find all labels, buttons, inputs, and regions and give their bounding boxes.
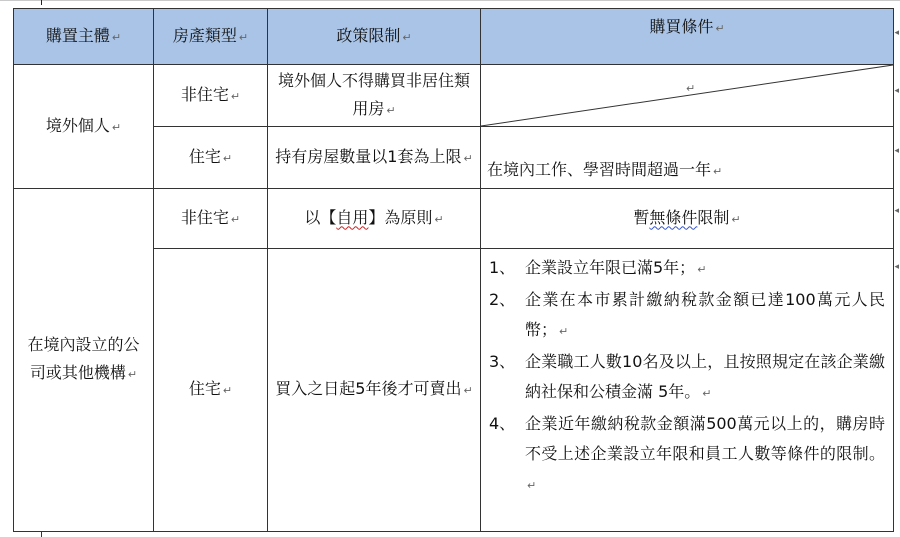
list-item: 2、 企業在本市累計繳納稅款金額已達100萬元人民幣； ↵ bbox=[489, 290, 885, 339]
page-corner-mark bbox=[41, 531, 42, 537]
header-conditions: 購買條件 ↵ bbox=[481, 9, 894, 65]
requirements-cell bbox=[481, 249, 894, 532]
requirements-list bbox=[489, 253, 885, 501]
condition-cell: 暫無條件限制 ↵ bbox=[481, 189, 894, 249]
header-policy: 政策限制 ↵ bbox=[268, 9, 481, 65]
header-property-type: 房產類型 ↵ bbox=[154, 9, 268, 65]
type-cell: 住宅 ↵ bbox=[154, 249, 268, 532]
subject-cell: 境外個人 ↵ bbox=[14, 65, 154, 189]
type-cell: 住宅 ↵ bbox=[154, 127, 268, 189]
property-purchase-policy-table bbox=[13, 8, 894, 532]
page-top-rule bbox=[0, 0, 900, 1]
row-end-marker: ◂ bbox=[894, 86, 899, 96]
row-end-marker: ◂ bbox=[894, 146, 899, 156]
policy-cell: 持有房屋數量以1套為上限 ↵ bbox=[268, 127, 481, 189]
header-row bbox=[14, 9, 894, 65]
row-end-marker: ◂ bbox=[894, 28, 899, 38]
type-cell: 非住宅 ↵ bbox=[154, 65, 268, 127]
row-end-marker: ◂ bbox=[894, 262, 899, 272]
table-row bbox=[14, 189, 894, 249]
table-row bbox=[14, 65, 894, 127]
paragraph-mark: ↵ bbox=[686, 82, 696, 95]
list-item: 1、 企業設立年限已滿5年； ↵ bbox=[489, 258, 707, 277]
policy-cell: 境外個人不得購買非居住類用房 ↵ bbox=[268, 65, 481, 127]
header-subject: 購置主體 ↵ bbox=[14, 9, 154, 65]
subject-cell: 在境內設立的公司或其他機構 ↵ bbox=[14, 189, 154, 532]
policy-cell: 買入之日起5年後才可賣出 ↵ bbox=[268, 249, 481, 532]
list-item: 3、 企業職工人數10名及以上，且按照規定在該企業繳納社保和公積金滿 5年。 ↵ bbox=[489, 352, 885, 401]
row-end-marker: ◂ bbox=[894, 206, 899, 216]
page-corner-mark bbox=[41, 0, 42, 5]
list-item: 4、 企業近年繳納稅款金額滿500萬元以上的，購房時不受上述企業設立年限和員工人數等條件的限制。↵ bbox=[489, 414, 885, 492]
policy-cell: 以【自用】為原則 ↵ bbox=[268, 189, 481, 249]
condition-cell: 在境內工作、學習時間超過一年 ↵ bbox=[481, 127, 894, 189]
type-cell: 非住宅 ↵ bbox=[154, 189, 268, 249]
condition-cell-not-applicable bbox=[481, 65, 894, 127]
